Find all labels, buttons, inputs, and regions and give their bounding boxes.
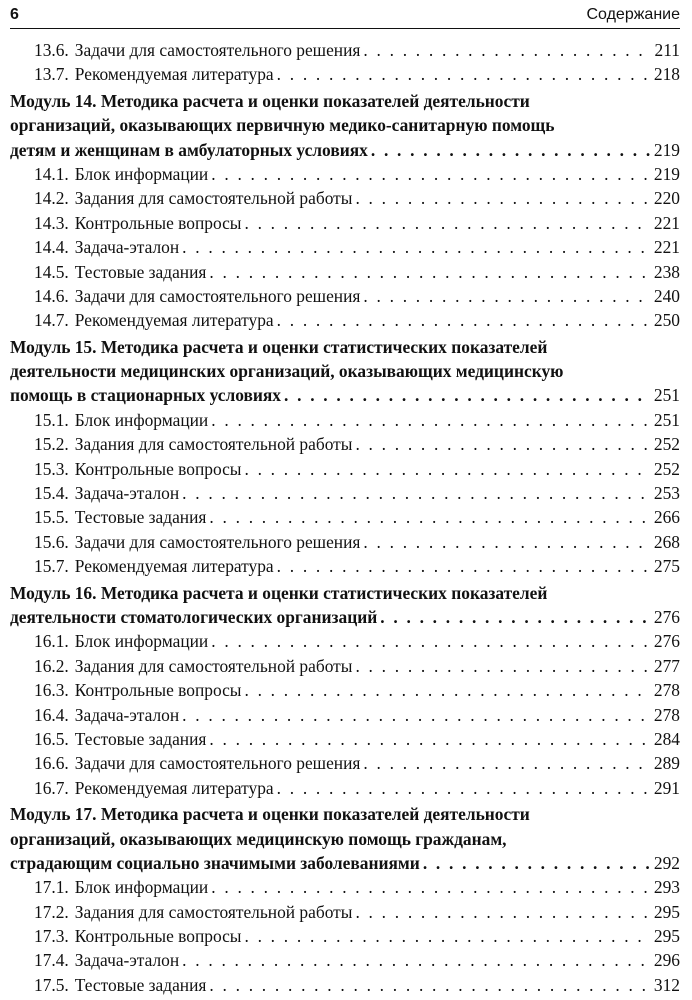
entry-number: 14.5. <box>34 261 69 282</box>
dot-leader <box>182 235 651 259</box>
toc-entry[interactable] <box>10 211 680 235</box>
module-title-line: Модуль 14. Методика расчета и оценки показателей деятельности <box>10 90 530 111</box>
entry-number: 16.2. <box>34 655 69 676</box>
module-page: 219 <box>653 139 680 160</box>
toc-entry[interactable] <box>10 408 680 432</box>
running-title: Содержание <box>586 6 680 23</box>
entry-number: 17.4. <box>34 950 69 971</box>
module-16-heading[interactable] <box>10 581 680 630</box>
module-title-line: деятельности стоматологических организаций <box>10 606 378 627</box>
dot-leader <box>211 875 651 899</box>
entry-title: Тестовые задания <box>74 974 207 995</box>
entry-page: 296 <box>653 950 680 971</box>
entry-title: Задача-эталон <box>74 950 180 971</box>
dot-leader <box>244 457 650 481</box>
table-of-contents <box>10 38 680 997</box>
entry-page: 312 <box>653 974 680 995</box>
entry-number: 13.7. <box>34 64 69 85</box>
dot-leader <box>211 162 651 186</box>
entry-page: 268 <box>653 531 680 552</box>
toc-entry[interactable] <box>10 481 680 505</box>
entry-number: 15.5. <box>34 507 69 528</box>
entry-number: 17.3. <box>34 926 69 947</box>
module-page: 292 <box>653 852 680 873</box>
dot-leader <box>363 38 651 62</box>
module-title-line: Модуль 16. Методика расчета и оценки статистических показателей <box>10 582 548 603</box>
module-title-line: страдающим социально значимыми заболеваниями <box>10 852 420 873</box>
entry-number: 14.6. <box>34 285 69 306</box>
entry-number: 17.5. <box>34 974 69 995</box>
entry-title: Задания для самостоятельной работы <box>74 434 353 455</box>
toc-entry[interactable] <box>10 727 680 751</box>
dot-leader <box>182 948 651 972</box>
entry-title: Рекомендуемая литература <box>74 777 274 798</box>
module-title-line: Модуль 15. Методика расчета и оценки статистических показателей <box>10 336 548 357</box>
dot-leader <box>277 554 651 578</box>
module-title-line: деятельности медицинских организаций, оказывающих медицинскую <box>10 361 564 382</box>
entry-page: 253 <box>653 483 680 504</box>
entry-page: 220 <box>653 188 680 209</box>
dot-leader <box>355 654 650 678</box>
toc-entry[interactable] <box>10 162 680 186</box>
entry-page: 211 <box>654 40 680 60</box>
entry-number: 16.6. <box>34 753 69 774</box>
module-17-heading[interactable] <box>10 802 680 875</box>
entry-title: Задачи для самостоятельного решения <box>74 40 361 60</box>
entry-title: Задачи для самостоятельного решения <box>74 285 361 306</box>
module-title-line: Модуль 17. Методика расчета и оценки показателей деятельности <box>10 804 530 825</box>
toc-entry[interactable] <box>10 554 680 578</box>
toc-entry[interactable] <box>10 505 680 529</box>
dot-leader <box>182 703 651 727</box>
dot-leader <box>209 260 650 284</box>
entry-title: Блок информации <box>74 877 209 898</box>
entry-title: Блок информации <box>74 631 209 652</box>
entry-page: 289 <box>653 753 680 774</box>
entry-page: 221 <box>653 212 680 233</box>
entry-number: 16.5. <box>34 728 69 749</box>
toc-entry[interactable] <box>10 654 680 678</box>
dot-leader <box>363 530 651 554</box>
entry-number: 14.4. <box>34 237 69 258</box>
module-title-line: организаций, оказывающих медицинскую помощь гражданам, <box>10 828 507 849</box>
entry-page: 252 <box>653 434 680 455</box>
entry-title: Задачи для самостоятельного решения <box>74 531 361 552</box>
dot-leader <box>284 383 651 407</box>
entry-page: 277 <box>653 655 680 676</box>
entry-title: Тестовые задания <box>74 507 207 528</box>
entry-page: 276 <box>653 631 680 652</box>
toc-entry[interactable] <box>10 900 680 924</box>
entry-page: 218 <box>653 64 680 85</box>
dot-leader <box>423 851 651 875</box>
dot-leader <box>363 284 651 308</box>
toc-entry[interactable] <box>10 284 680 308</box>
entry-number: 14.3. <box>34 212 69 233</box>
entry-title: Блок информации <box>74 409 209 430</box>
dot-leader <box>244 211 650 235</box>
entry-number: 17.1. <box>34 877 69 898</box>
dot-leader <box>244 678 650 702</box>
entry-page: 295 <box>653 926 680 947</box>
toc-entry[interactable] <box>10 924 680 948</box>
entry-page: 221 <box>653 237 680 258</box>
page-number: 6 <box>10 6 19 23</box>
entry-page: 219 <box>653 163 680 184</box>
dot-leader <box>182 481 651 505</box>
entry-title: Задача-эталон <box>74 237 180 258</box>
toc-entry[interactable] <box>10 973 680 997</box>
entry-number: 16.4. <box>34 704 69 725</box>
dot-leader <box>277 62 651 86</box>
toc-entry[interactable] <box>10 776 680 800</box>
entry-number: 15.1. <box>34 409 69 430</box>
toc-entry[interactable] <box>10 703 680 727</box>
dot-leader <box>209 505 650 529</box>
dot-leader <box>371 138 651 162</box>
entry-title: Задания для самостоятельной работы <box>74 901 353 922</box>
toc-entry[interactable] <box>10 530 680 554</box>
dot-leader <box>277 776 651 800</box>
entry-title: Контрольные вопросы <box>74 926 242 947</box>
entry-title: Задания для самостоятельной работы <box>74 655 353 676</box>
module-page: 251 <box>653 385 680 406</box>
toc-entry[interactable] <box>10 186 680 210</box>
header-rule <box>10 28 680 29</box>
module-title-line: организаций, оказывающих первичную медико-санитарную помощь <box>10 115 555 136</box>
entry-page: 275 <box>653 556 680 577</box>
entry-number: 17.2. <box>34 901 69 922</box>
dot-leader <box>277 308 651 332</box>
entry-page: 284 <box>653 728 680 749</box>
dot-leader <box>244 924 650 948</box>
entry-page: 278 <box>653 680 680 701</box>
entry-number: 14.1. <box>34 163 69 184</box>
entry-title: Рекомендуемая литература <box>74 556 274 577</box>
entry-page: 240 <box>653 285 680 306</box>
entry-number: 15.3. <box>34 458 69 479</box>
entry-page: 238 <box>653 261 680 282</box>
entry-title: Контрольные вопросы <box>74 680 242 701</box>
toc-entry[interactable] <box>10 678 680 702</box>
entry-number: 14.7. <box>34 310 69 331</box>
toc-entry[interactable] <box>10 875 680 899</box>
entry-number: 13.6. <box>34 40 69 60</box>
toc-entry[interactable] <box>10 948 680 972</box>
toc-entry[interactable] <box>10 235 680 259</box>
toc-entry[interactable] <box>10 62 680 86</box>
toc-entry[interactable] <box>10 308 680 332</box>
entry-title: Задача-эталон <box>74 704 180 725</box>
module-15-heading[interactable] <box>10 335 680 408</box>
entry-number: 15.4. <box>34 483 69 504</box>
entry-page: 291 <box>653 777 680 798</box>
entry-number: 16.3. <box>34 680 69 701</box>
entry-title: Задания для самостоятельной работы <box>74 188 353 209</box>
dot-leader <box>209 727 650 751</box>
toc-entry[interactable] <box>10 629 680 653</box>
entry-number: 15.7. <box>34 556 69 577</box>
entry-title: Рекомендуемая литература <box>74 64 274 85</box>
entry-title: Блок информации <box>74 163 209 184</box>
toc-entry[interactable] <box>10 457 680 481</box>
toc-entry[interactable] <box>10 751 680 775</box>
entry-page: 250 <box>653 310 680 331</box>
entry-title: Рекомендуемая литература <box>74 310 274 331</box>
entry-title: Задачи для самостоятельного решения <box>74 753 361 774</box>
entry-page: 251 <box>653 409 680 430</box>
entry-title: Задача-эталон <box>74 483 180 504</box>
module-14-heading[interactable] <box>10 89 680 162</box>
entry-title: Тестовые задания <box>74 728 207 749</box>
entry-number: 16.1. <box>34 631 69 652</box>
dot-leader <box>355 186 650 210</box>
dot-leader <box>363 751 651 775</box>
entry-title: Контрольные вопросы <box>74 458 242 479</box>
entry-title: Контрольные вопросы <box>74 212 242 233</box>
module-title-line: помощь в стационарных условиях <box>10 385 282 406</box>
entry-page: 278 <box>653 704 680 725</box>
entry-page: 293 <box>653 877 680 898</box>
module-page: 276 <box>653 606 680 627</box>
entry-number: 15.2. <box>34 434 69 455</box>
page-header <box>10 6 680 28</box>
toc-entry[interactable] <box>10 260 680 284</box>
toc-entry[interactable] <box>10 38 680 62</box>
dot-leader <box>380 605 651 629</box>
module-title-line: детям и женщинам в амбулаторных условиях <box>10 139 368 160</box>
entry-number: 15.6. <box>34 531 69 552</box>
dot-leader <box>355 900 650 924</box>
dot-leader <box>355 432 650 456</box>
entry-page: 252 <box>653 458 680 479</box>
dot-leader <box>211 408 651 432</box>
entry-number: 14.2. <box>34 188 69 209</box>
entry-page: 295 <box>653 901 680 922</box>
entry-page: 266 <box>653 507 680 528</box>
dot-leader <box>211 629 651 653</box>
dot-leader <box>209 973 650 997</box>
entry-title: Тестовые задания <box>74 261 207 282</box>
toc-entry[interactable] <box>10 432 680 456</box>
entry-number: 16.7. <box>34 777 69 798</box>
